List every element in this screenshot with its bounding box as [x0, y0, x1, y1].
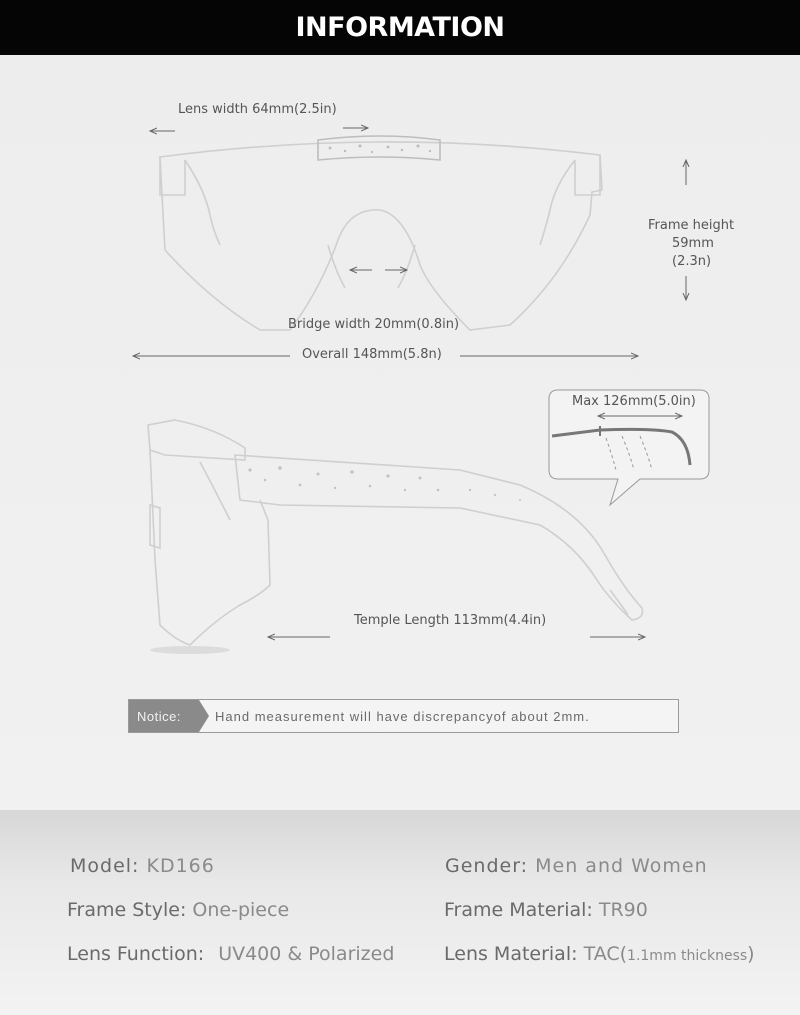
bridge-width-label: Bridge width 20mm(0.8in) — [288, 317, 460, 332]
page-title: INFORMATION — [295, 12, 505, 43]
spec-lens-function — [67, 943, 394, 965]
spec-frame-style-label: Frame Style: — [67, 899, 187, 921]
spec-lens-material — [444, 943, 755, 965]
spec-frame-style-value: One-piece — [192, 899, 290, 921]
side-speckles — [248, 466, 521, 501]
lens-width-label: Lens width 64mm(2.5in) — [178, 102, 337, 117]
spec-gender-label: Gender: — [445, 855, 529, 877]
spec-lens-thickness: 1.1mm thickness — [627, 948, 748, 964]
front-speckles — [329, 145, 432, 154]
max-width-label: Max 126mm(5.0in) — [572, 394, 696, 409]
spec-frame-style — [67, 899, 289, 921]
spec-model-value: KD166 — [146, 855, 215, 877]
frame-height-inches: (2.3n) — [672, 254, 712, 269]
spec-gender-value: Men and Women — [535, 855, 708, 877]
spec-lens-material-value: TAC( — [583, 943, 628, 965]
spec-lens-material-label: Lens Material: — [444, 943, 578, 965]
side-shadow — [150, 646, 230, 654]
frame-height-label: Frame height — [648, 218, 735, 233]
notice-text: Hand measurement will have discrepancyof about 2mm. — [215, 708, 590, 724]
temple-length-label: Temple Length 113mm(4.4in) — [354, 613, 547, 628]
spec-lens-function-value: UV400 & Polarized — [218, 943, 395, 965]
spec-model — [70, 855, 215, 877]
notice-box — [128, 699, 679, 733]
spec-lens-material-close: ) — [747, 943, 755, 965]
spec-gender — [445, 855, 708, 877]
spec-frame-material — [444, 899, 648, 921]
front-view-glasses — [160, 136, 602, 330]
spec-lens-function-label: Lens Function: — [67, 943, 205, 965]
spec-frame-material-label: Frame Material: — [444, 899, 593, 921]
specs-panel — [0, 810, 800, 1015]
overall-width-label: Overall 148mm(5.8n) — [302, 347, 442, 362]
frame-height-value: 59mm — [672, 236, 714, 251]
notice-tag: Notice: — [129, 700, 199, 732]
spec-frame-material-value: TR90 — [598, 899, 648, 921]
spec-model-label: Model: — [70, 855, 140, 877]
